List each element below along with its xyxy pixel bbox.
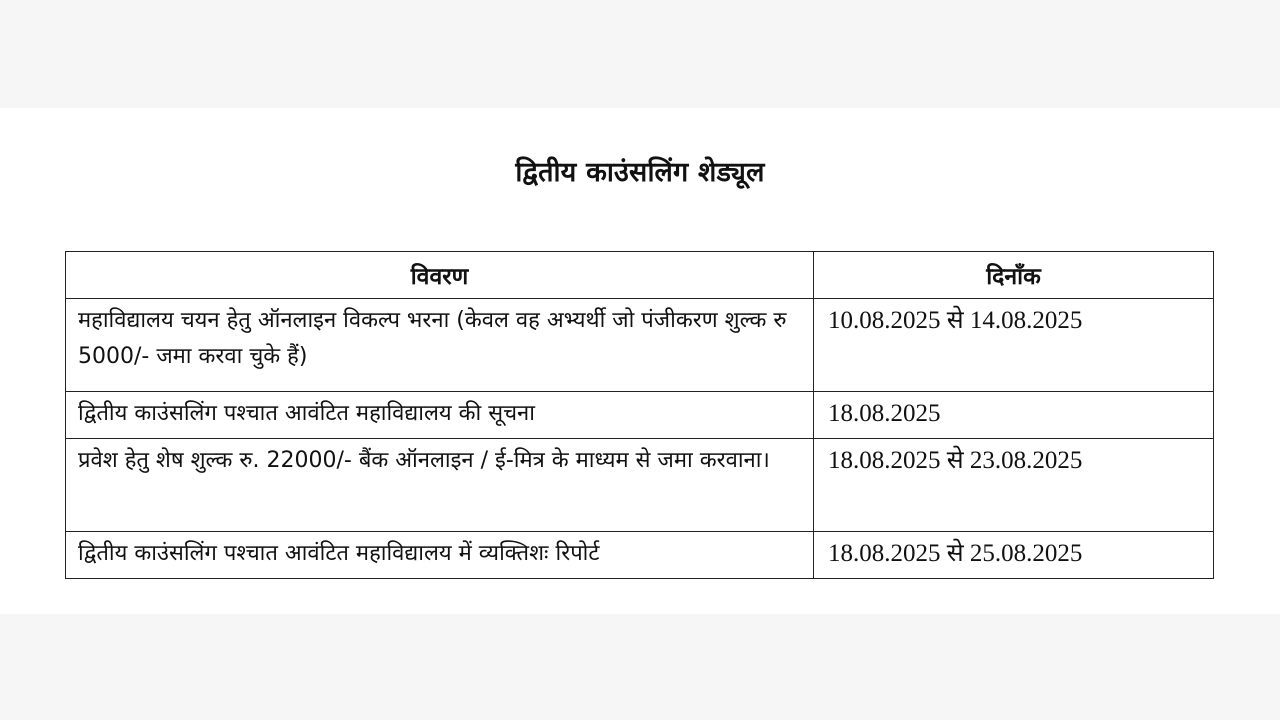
row-detail: प्रवेश हेतु शेष शुल्क रु. 22000/- बैंक ऑनलाइन / ई-मित्र के माध्यम से जमा करवाना। [66,439,814,532]
table-row [66,392,1214,439]
row-detail: द्वितीय काउंसलिंग पश्चात आवंटित महाविद्यालय की सूचना [66,392,814,439]
table-header-row [66,252,1214,299]
schedule-table [65,251,1214,579]
table-row [66,532,1214,579]
page-title: द्वितीय काउंसलिंग शेड्यूल [515,157,765,188]
row-date: 18.08.2025 से 25.08.2025 [814,532,1214,579]
row-date: 18.08.2025 से 23.08.2025 [814,439,1214,532]
row-date: 10.08.2025 से 14.08.2025 [814,299,1214,392]
table-row [66,299,1214,392]
header-date: दिनाँक [814,252,1214,299]
schedule-document [0,108,1280,614]
header-details: विवरण [66,252,814,299]
row-detail: महाविद्यालय चयन हेतु ऑनलाइन विकल्प भरना (केवल वह अभ्यर्थी जो पंजीकरण शुल्क रु 5000/- जमा करवा चुके हैं) [66,299,814,392]
row-detail: द्वितीय काउंसलिंग पश्चात आवंटित महाविद्यालय में व्यक्तिशः रिपोर्ट [66,532,814,579]
row-date: 18.08.2025 [814,392,1214,439]
table-row [66,439,1214,532]
